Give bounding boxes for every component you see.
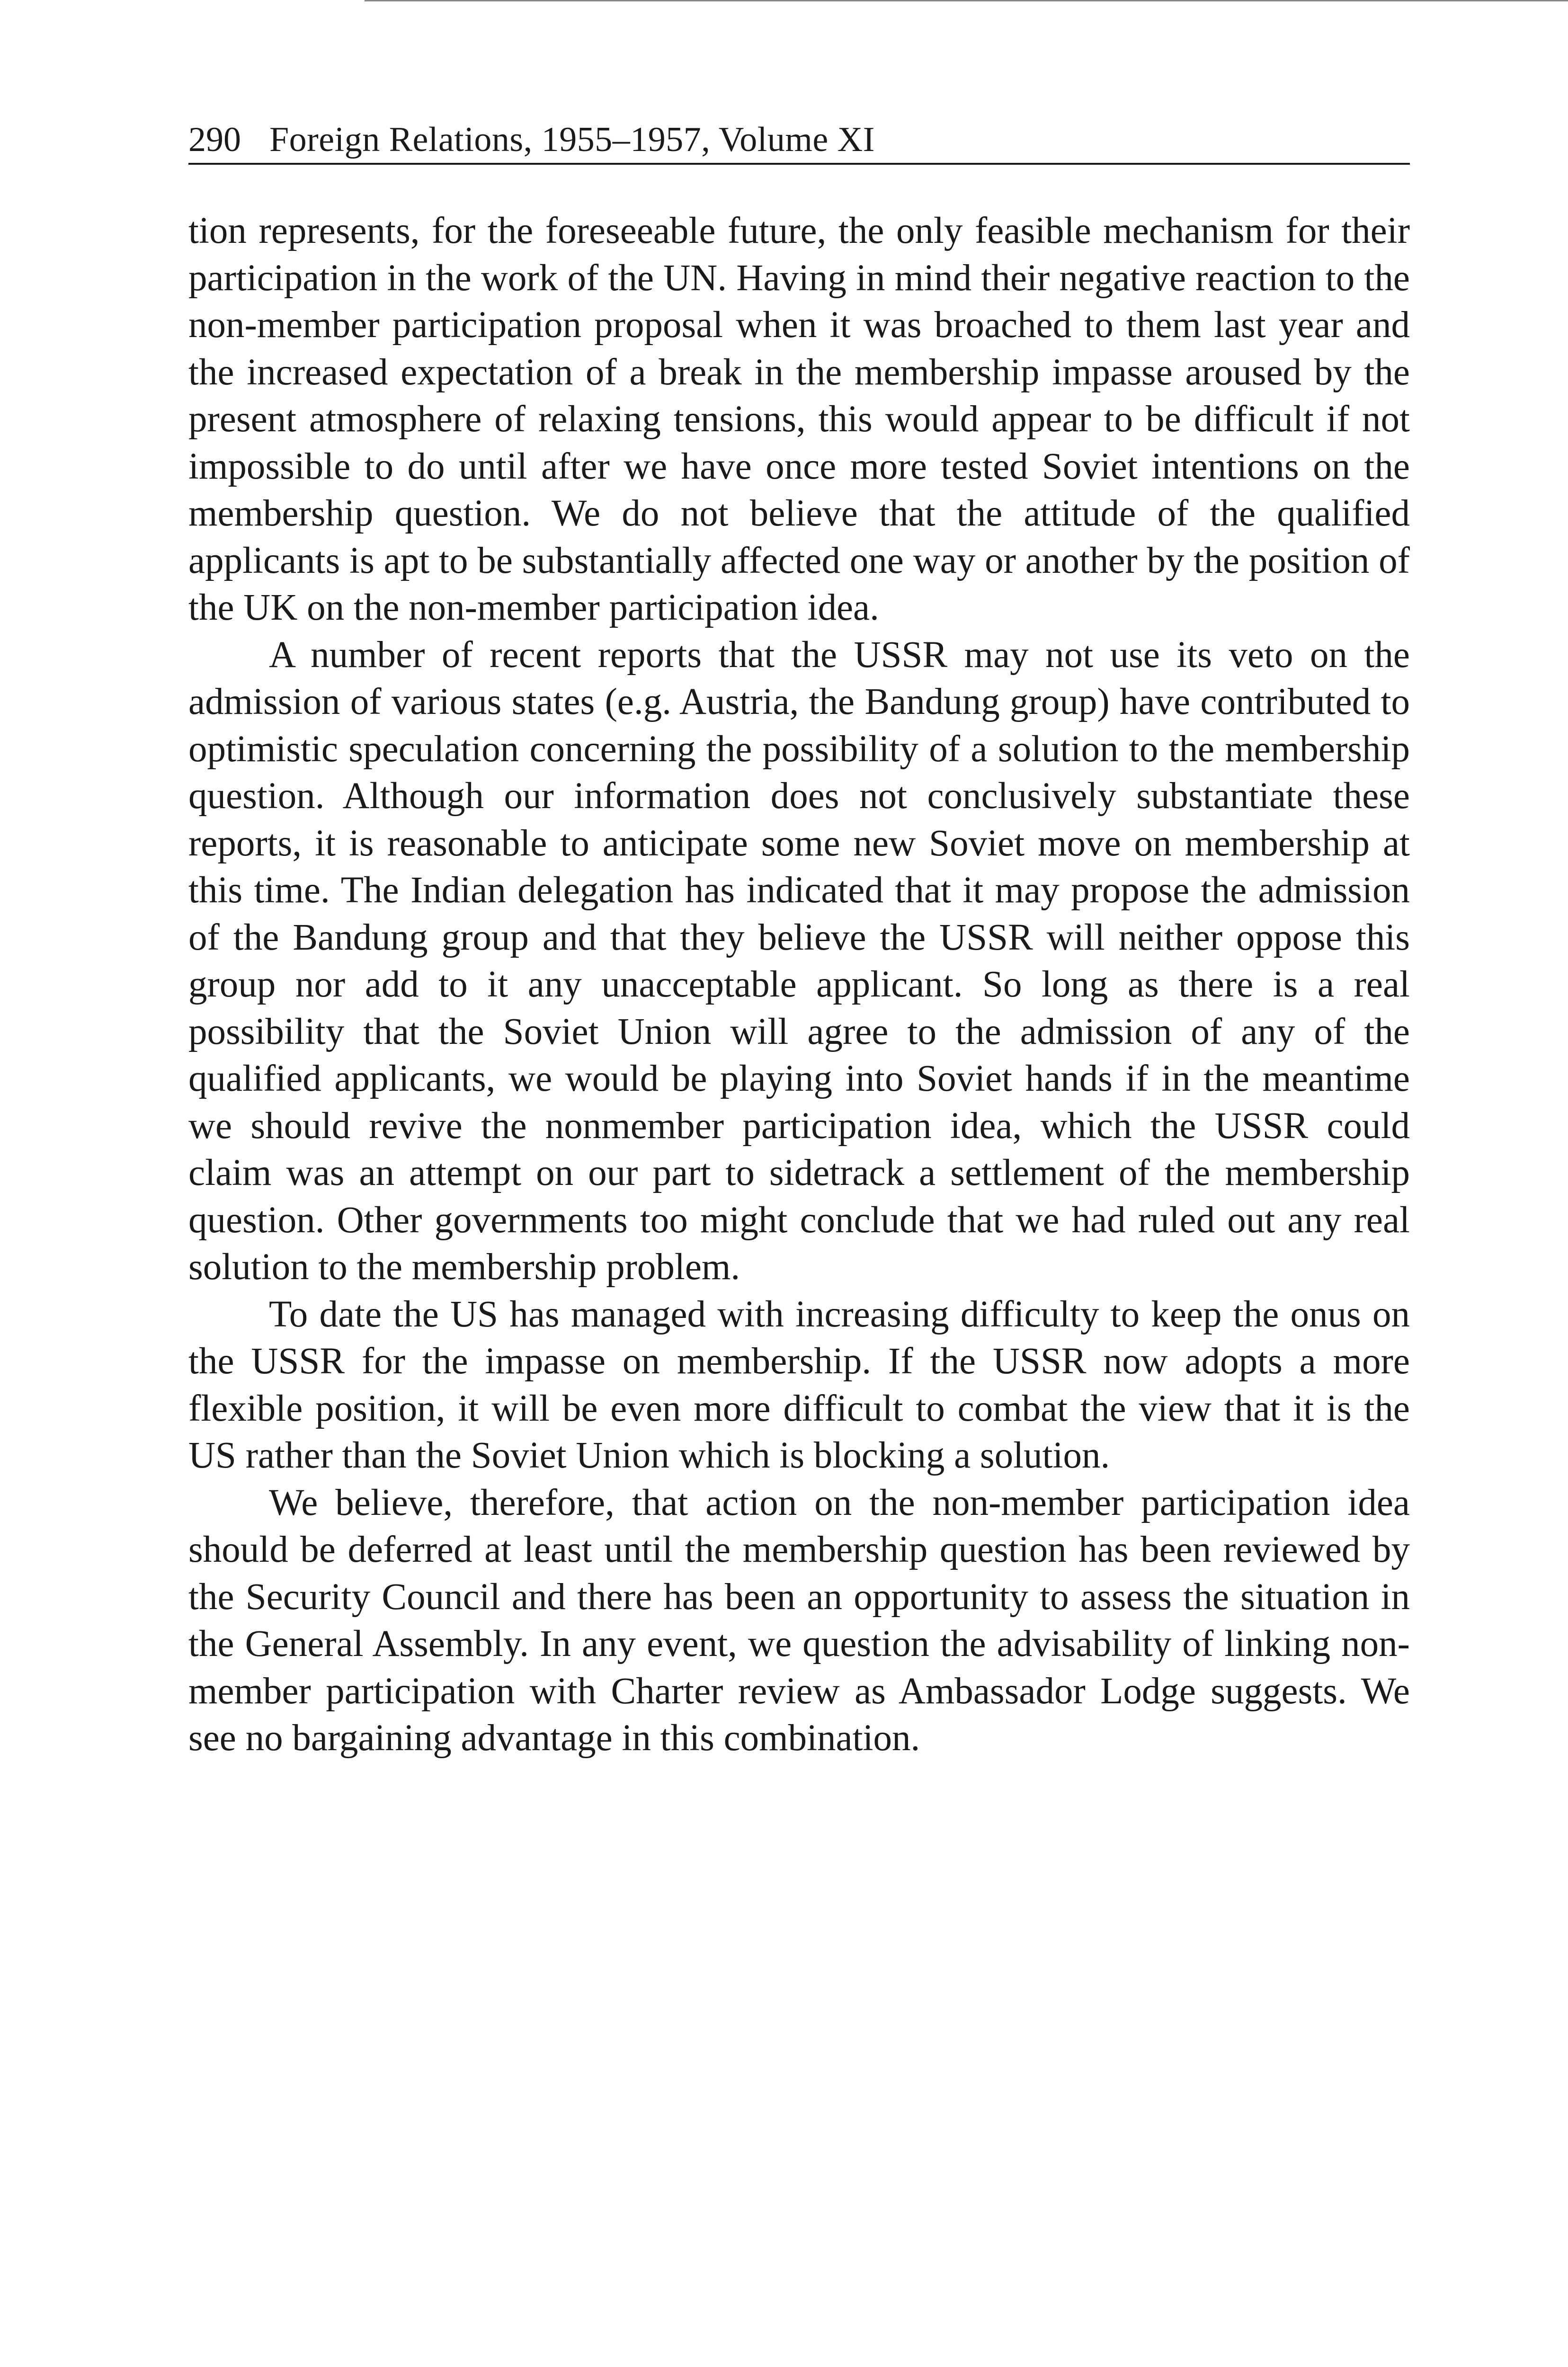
running-title: Foreign Relations, 1955–1957, Volume XI [269, 120, 875, 159]
document-page [188, 118, 1410, 1762]
paragraph-3: To date the US has managed with increasing difficulty to keep the onus on the USSR for the impasse on membership. If the USSR now adopts a more flexible position, it will be even more difficult to combat the view that it is the US rather than the Soviet Union which is blocking a solution. [188, 1293, 1410, 1476]
body-text [188, 207, 1410, 1762]
scan-top-edge [365, 0, 1568, 1]
page-number: 290 [188, 120, 241, 159]
paragraph-2: A number of recent reports that the USSR may not use its veto on the admission of various states (e.g. Austria, the Bandung group) have contributed to optimistic speculation concerning the possibility of a solution to the membership question. Although our information does not conclusively substantiate these reports, it is reasonable to anticipate some new Soviet move on membership at this time. The Indian delegation has indicated that it may propose the admission of the Bandung group and that they believe the USSR will neither oppose this group nor add to it any unacceptable applicant. So long as there is a real possibility that the Soviet Union will agree to the admission of any of the qualified applicants, we would be playing into Soviet hands if in the meantime we should revive the nonmember participation idea, which the USSR could claim was an attempt on our part to sidetrack a settlement of the membership question. Other governments too might conclude that we had ruled out any real solution to the membership problem. [188, 634, 1410, 1288]
paragraph-1: tion represents, for the foreseeable future, the only feasible mechanism for their participation in the work of the UN. Having in mind their negative reaction to the non-member participation proposal when it was broached to them last year and the increased expectation of a break in the membership impasse aroused by the present atmosphere of relaxing tensions, this would appear to be difficult if not impossible to do until after we have once more tested Soviet intentions on the membership question. We do not believe that the attitude of the qualified applicants is apt to be substantially affected one way or another by the position of the UK on the non-member participation idea. [188, 210, 1410, 628]
running-header [188, 118, 1410, 165]
paragraph-4: We believe, therefore, that action on the non-member participation idea should be deferred at least until the membership question has been reviewed by the Security Council and there has been an opportunity to assess the situation in the General Assembly. In any event, we question the advisability of linking non-member participation with Charter review as Ambassador Lodge suggests. We see no bargaining advantage in this combination. [188, 1482, 1410, 1759]
